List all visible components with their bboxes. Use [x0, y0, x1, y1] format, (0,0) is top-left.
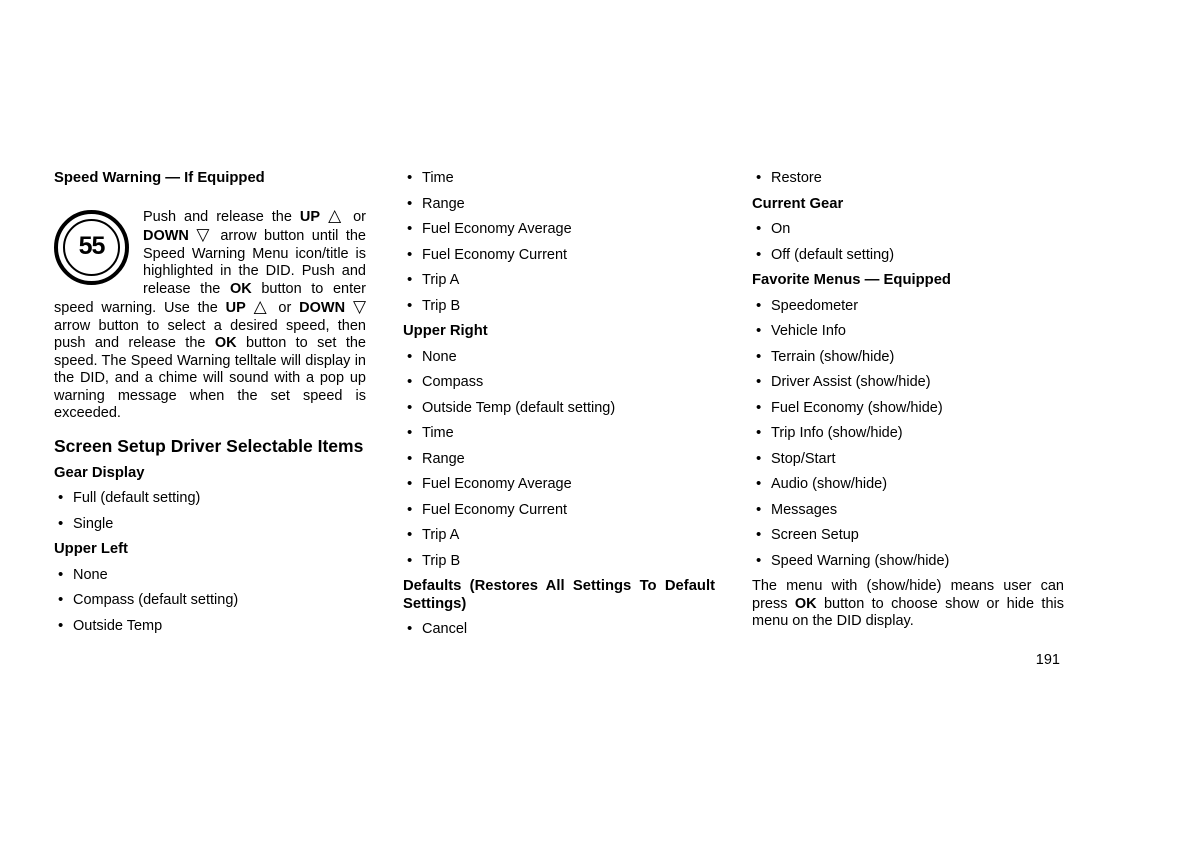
heading-speed-warning: Speed Warning — If Equipped [54, 170, 265, 186]
list-item: • Time [403, 170, 715, 188]
list-item: • Screen Setup [752, 527, 1064, 545]
down-arrow-icon: ▽ [196, 225, 213, 244]
page-number: 191 [1035, 652, 1060, 668]
subheading-gear-display: Gear Display [54, 464, 145, 481]
text-run: Push and release the [143, 208, 300, 225]
gear-display-options [54, 490, 366, 533]
list-item: • None [403, 349, 715, 367]
list-item: • Audio (show/hide) [752, 476, 1064, 494]
column-middle [403, 170, 715, 647]
subheading-current-gear: Current Gear [752, 195, 844, 212]
list-item: • Single [54, 516, 366, 534]
list-item: • Restore [752, 170, 1064, 188]
bold-text-run: OK [214, 335, 237, 351]
defaults-options [403, 621, 715, 639]
subheading-upper-left: Upper Left [54, 541, 128, 557]
list-item: • Outside Temp (default setting) [403, 400, 715, 418]
speed-warning-block [54, 207, 366, 423]
show-hide-note-paragraph [752, 578, 1064, 631]
text-run: arrow button to select a desired speed, then push and release the [54, 317, 366, 351]
up-arrow-icon: △ [253, 297, 271, 316]
list-item: • Time [403, 425, 715, 443]
upper-left-options-continued [403, 170, 715, 315]
speed-limit-inner-ring [63, 219, 120, 276]
list-item: • Full (default setting) [54, 490, 366, 508]
list-item: • Compass [403, 374, 715, 392]
upper-right-options [403, 349, 715, 571]
subheading-defaults: Defaults (Restores All Settings To Default Settings) [403, 578, 715, 612]
text-run: The menu with (show/hide) means user can press [752, 578, 1064, 612]
list-item: • Stop/Start [752, 451, 1064, 469]
bold-text-run: UP [225, 300, 246, 316]
list-item: • Vehicle Info [752, 323, 1064, 341]
list-item: • On [752, 221, 1064, 239]
list-item: • None [54, 567, 366, 585]
text-run: button to enter speed warning. Use the [54, 280, 366, 316]
subheading-upper-right: Upper Right [403, 323, 488, 339]
list-item: • Fuel Economy Average [403, 221, 715, 239]
heading-screen-setup-items: Screen Setup Driver Selectable Items [54, 435, 364, 456]
subheading-favorite-menus: Favorite Menus — Equipped [752, 272, 951, 288]
text-run: arrow button until the Speed Warning Menu icon/title is highlighted in the DID. Push and release the [143, 228, 366, 297]
upper-left-options [54, 567, 366, 636]
bold-text-run: OK [794, 595, 817, 612]
list-item: • Speed Warning (show/hide) [752, 553, 1064, 571]
defaults-options-continued [752, 170, 1064, 188]
list-item: • Off (default setting) [752, 247, 1064, 265]
list-item: • Trip A [403, 527, 715, 545]
bold-text-run: DOWN [143, 228, 189, 244]
list-item: • Fuel Economy Current [403, 502, 715, 520]
text-run: or [270, 300, 300, 316]
text-run [320, 209, 328, 225]
bold-text-run: OK [229, 280, 252, 297]
down-arrow-icon: ▽ [352, 297, 367, 316]
list-item: • Speedometer [752, 298, 1064, 316]
bold-text-run: UP [299, 208, 321, 225]
text-run [246, 300, 254, 316]
column-left [54, 170, 366, 643]
text-run: button to set the speed. The Speed Warning telltale will display in the DID, and a chime will sound with a pop up warning message when the set speed is exceeded. [54, 335, 366, 421]
bold-text-run: DOWN [299, 300, 346, 316]
list-item: • Messages [752, 502, 1064, 520]
up-arrow-icon: △ [328, 205, 346, 225]
column-right [752, 170, 1064, 631]
list-item: • Cancel [403, 621, 715, 639]
text-run [345, 300, 353, 316]
favorite-menus-options [752, 298, 1064, 571]
text-run: button to choose show or hide this menu on the DID display. [752, 595, 1064, 629]
content-columns [54, 170, 1064, 647]
list-item: • Range [403, 196, 715, 214]
current-gear-options [752, 221, 1064, 264]
list-item: • Terrain (show/hide) [752, 349, 1064, 367]
list-item: • Range [403, 451, 715, 469]
text-run: or [345, 208, 367, 225]
list-item: • Fuel Economy Average [403, 476, 715, 494]
list-item: • Trip Info (show/hide) [752, 425, 1064, 443]
list-item: • Trip B [403, 298, 715, 316]
list-item: • Driver Assist (show/hide) [752, 374, 1064, 392]
list-item: • Fuel Economy Current [403, 247, 715, 265]
speed-limit-value: 55 [78, 232, 105, 261]
list-item: • Outside Temp [54, 618, 366, 636]
list-item: • Compass (default setting) [54, 592, 366, 610]
list-item: • Trip B [403, 553, 715, 571]
speed-limit-sign-icon [54, 210, 129, 285]
list-item: • Fuel Economy (show/hide) [752, 400, 1064, 418]
list-item: • Trip A [403, 272, 715, 290]
